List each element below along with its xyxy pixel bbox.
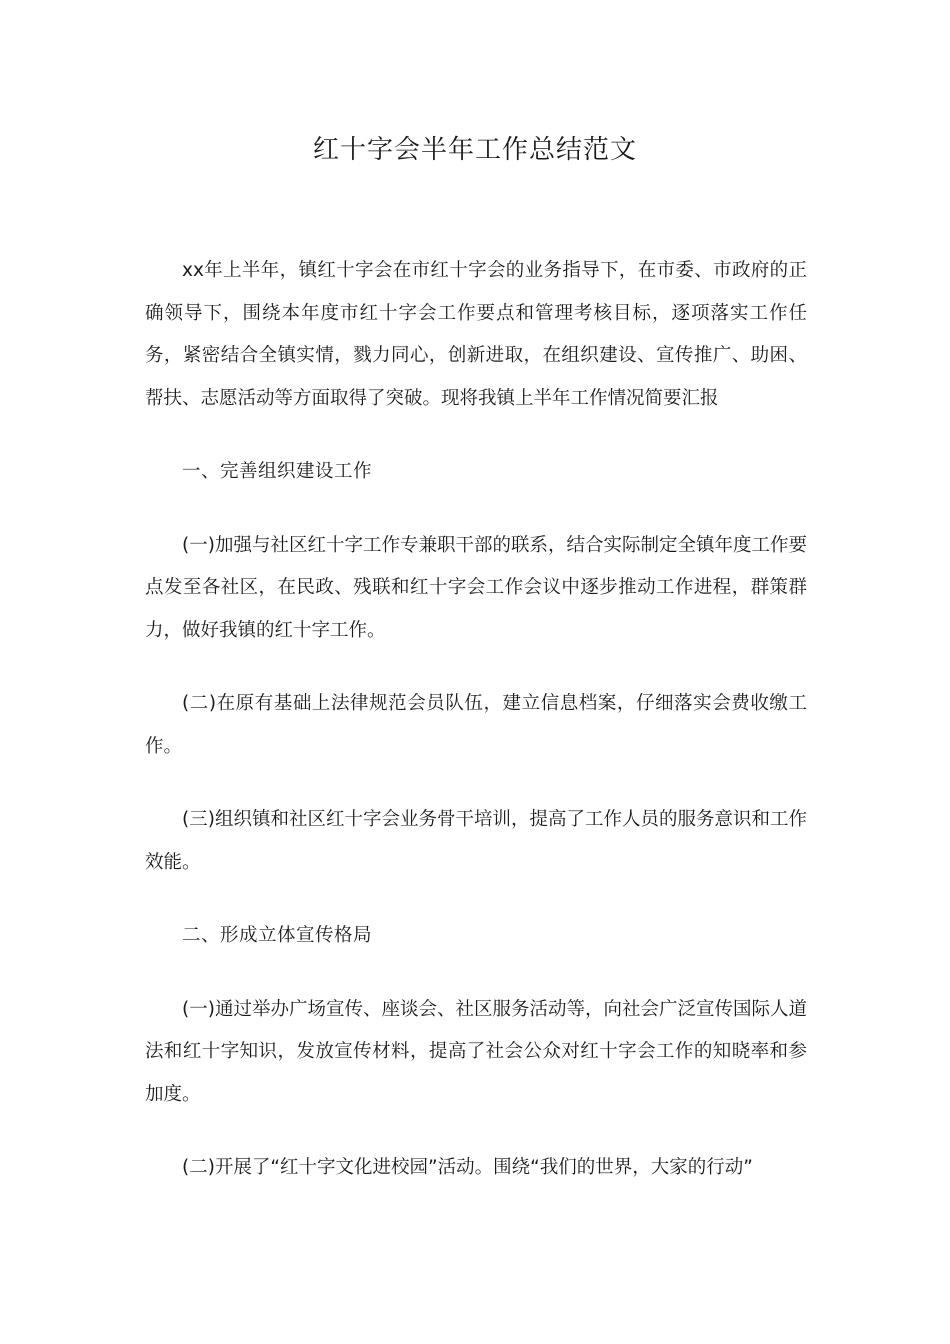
section-1-item-1: (一)加强与社区红十字工作专兼职干部的联系，结合实际制定全镇年度工作要点发至各社区，在民政、残联和红十字会工作会议中逐步推动工作进程，群策群力，做好我镇的红十字工作。 <box>145 534 807 641</box>
section-1-item-2: (二)在原有基础上法律规范会员队伍，建立信息档案，仔细落实会费收缴工作。 <box>145 693 807 757</box>
section-2-item-1: (一)通过举办广场宣传、座谈会、社区服务活动等，向社会广泛宣传国际人道法和红十字知识，发放宣传材料，提高了社会公众对红十字会工作的知晓率和参加度。 <box>145 998 807 1105</box>
section-1-item-3: (三)组织镇和社区红十字会业务骨干培训，提高了工作人员的服务意识和工作效能。 <box>145 809 807 873</box>
document-body <box>145 250 807 1190</box>
section-heading-1: 一、完善组织建设工作 <box>182 461 373 482</box>
section-heading-2: 二、形成立体宣传格局 <box>182 925 373 946</box>
document-title: 红十字会半年工作总结范文 <box>312 135 637 165</box>
section-2-item-2: (二)开展了“红十字文化进校园”活动。围绕“我们的世界，大家的行动” <box>182 1157 753 1178</box>
intro-paragraph: xx年上半年，镇红十字会在市红十字会的业务指导下，在市委、市政府的正确领导下，围绕本年度市红十字会工作要点和管理考核目标，逐项落实工作任务，紧密结合全镇实情，戮力同心，创新进取，在组织建设、宣传推广、助困、帮扶、志愿活动等方面取得了突破。现将我镇上半年工作情况简要汇报 <box>145 260 807 409</box>
